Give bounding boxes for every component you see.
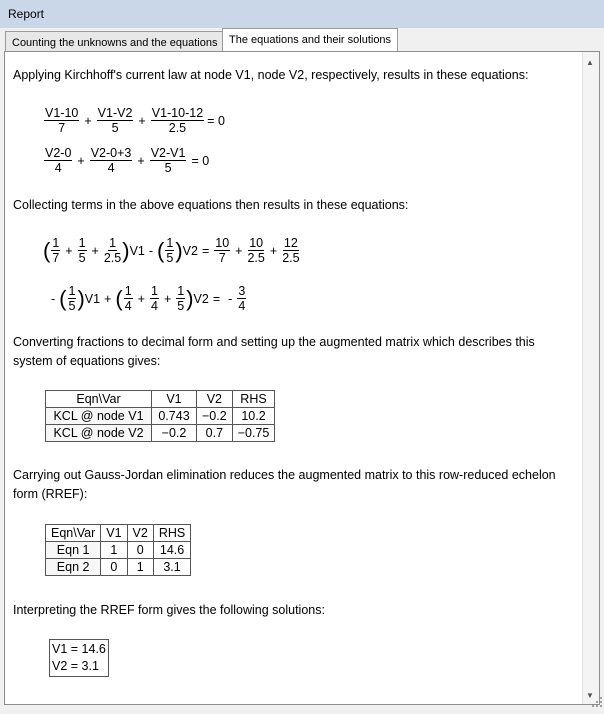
fraction: $\frac{V1-10-12}{2.5}$ bbox=[151, 106, 204, 135]
table-cell: 1 bbox=[101, 542, 127, 559]
fraction: $\frac{1}{5}$ bbox=[68, 284, 76, 313]
fraction: $\frac{V1-10}{7}$ bbox=[45, 106, 79, 135]
kcl-equation-2: $\frac{V2-0}{4}$ + $\frac{V2-0+3}{4}$ + $\frac{V2-V1}{5}$ = 0 bbox=[45, 146, 210, 175]
table-row bbox=[46, 542, 191, 559]
collected-equation-1: ( $\frac{1}{7}$ + $\frac{1}{5}$ + $\frac{1}{2.5}$ ) V1 - ( $\frac{1}{5}$ ) V2 = $\frac{10}{7}$ + $\frac{10}{2.5}$ + $\frac{12}{2.5}$ bbox=[43, 236, 300, 265]
fraction: $\frac{V2-V1}{5}$ bbox=[150, 146, 186, 175]
interpret-text: Interpreting the RREF form gives the following solutions: bbox=[13, 603, 325, 617]
table-row bbox=[46, 408, 275, 425]
table-cell: 14.6 bbox=[153, 542, 190, 559]
resize-grip-icon[interactable] bbox=[590, 695, 604, 709]
table-header: V1 bbox=[152, 391, 197, 408]
tab-counting-unknowns[interactable]: Counting the unknowns and the equations bbox=[5, 31, 225, 51]
table-row bbox=[46, 559, 191, 576]
gauss-text-line-1: Carrying out Gauss-Jordan elimination reduces the augmented matrix to this row-reduced echelon bbox=[13, 468, 556, 482]
fraction: $\frac{1}{4}$ bbox=[150, 284, 158, 313]
table-header: V1 bbox=[101, 525, 127, 542]
collect-text: Collecting terms in the above equations then results in these equations: bbox=[13, 198, 409, 212]
table-cell: 10.2 bbox=[232, 408, 275, 425]
table-header: RHS bbox=[232, 391, 275, 408]
table-cell: KCL @ node V1 bbox=[46, 408, 152, 425]
table-cell: −0.2 bbox=[197, 408, 233, 425]
fraction: $\frac{10}{2.5}$ bbox=[247, 236, 265, 265]
table-header: Eqn\Var bbox=[46, 391, 152, 408]
kcl-equation-1: $\frac{V1-10}{7}$ + $\frac{V1-V2}{5}$ + $\frac{V1-10-12}{2.5}$ = 0 bbox=[45, 106, 225, 135]
table-cell: 0.743 bbox=[152, 408, 197, 425]
table-header: V2 bbox=[197, 391, 233, 408]
table-header-row bbox=[46, 525, 191, 542]
fraction: $\frac{V1-V2}{5}$ bbox=[97, 106, 133, 135]
fraction: $\frac{1}{7}$ bbox=[52, 236, 60, 265]
fraction: $\frac{1}{4}$ bbox=[124, 284, 132, 313]
table-header: V2 bbox=[127, 525, 153, 542]
table-cell: −0.75 bbox=[232, 425, 275, 442]
scroll-up-arrow-icon[interactable]: ▲ bbox=[586, 58, 594, 67]
convert-text-line-2: system of equations gives: bbox=[13, 354, 161, 368]
augmented-matrix-table bbox=[45, 390, 275, 442]
collected-equation-2: - ( $\frac{1}{5}$ ) V1 + ( $\frac{1}{4}$ + $\frac{1}{4}$ + $\frac{1}{5}$ ) V2 = - $\frac{3}{4}$ bbox=[51, 284, 246, 313]
window-titlebar bbox=[0, 0, 604, 29]
solutions-box bbox=[49, 639, 109, 677]
table-cell: Eqn 2 bbox=[46, 559, 101, 576]
vertical-scrollbar[interactable] bbox=[582, 52, 599, 704]
tab-strip bbox=[0, 28, 604, 52]
table-cell: 0 bbox=[127, 542, 153, 559]
fraction: $\frac{1}{5}$ bbox=[78, 236, 86, 265]
fraction: $\frac{1}{5}$ bbox=[166, 236, 174, 265]
rref-matrix-table bbox=[45, 524, 191, 576]
fraction: $\frac{3}{4}$ bbox=[238, 284, 246, 313]
table-cell: 1 bbox=[127, 559, 153, 576]
table-cell: Eqn 1 bbox=[46, 542, 101, 559]
table-cell: KCL @ node V2 bbox=[46, 425, 152, 442]
gauss-text-line-2: form (RREF): bbox=[13, 487, 88, 501]
solution-v2: V2 = 3.1 bbox=[52, 659, 99, 673]
table-cell: 0 bbox=[101, 559, 127, 576]
solution-v1: V1 = 14.6 bbox=[52, 642, 106, 656]
table-header-row bbox=[46, 391, 275, 408]
fraction: $\frac{V2-0}{4}$ bbox=[45, 146, 72, 175]
report-panel bbox=[4, 51, 600, 705]
fraction: $\frac{10}{7}$ bbox=[215, 236, 230, 265]
table-header: Eqn\Var bbox=[46, 525, 101, 542]
intro-text: Applying Kirchhoff's current law at node V1, node V2, respectively, results in these equations: bbox=[13, 68, 529, 82]
table-header: RHS bbox=[153, 525, 190, 542]
window-title: Report bbox=[8, 7, 45, 21]
fraction: $\frac{V2-0+3}{4}$ bbox=[90, 146, 132, 175]
convert-text-line-1: Converting fractions to decimal form and setting up the augmented matrix which describes this bbox=[13, 335, 535, 349]
scroll-down-arrow-icon[interactable]: ▼ bbox=[586, 691, 594, 700]
table-cell: −0.2 bbox=[152, 425, 197, 442]
fraction: $\frac{1}{2.5}$ bbox=[103, 236, 122, 265]
table-row bbox=[46, 425, 275, 442]
table-cell: 0.7 bbox=[197, 425, 233, 442]
tab-equations-solutions[interactable]: The equations and their solutions bbox=[222, 28, 398, 51]
fraction: $\frac{1}{5}$ bbox=[177, 284, 185, 313]
table-cell: 3.1 bbox=[153, 559, 190, 576]
fraction: $\frac{12}{2.5}$ bbox=[282, 236, 300, 265]
